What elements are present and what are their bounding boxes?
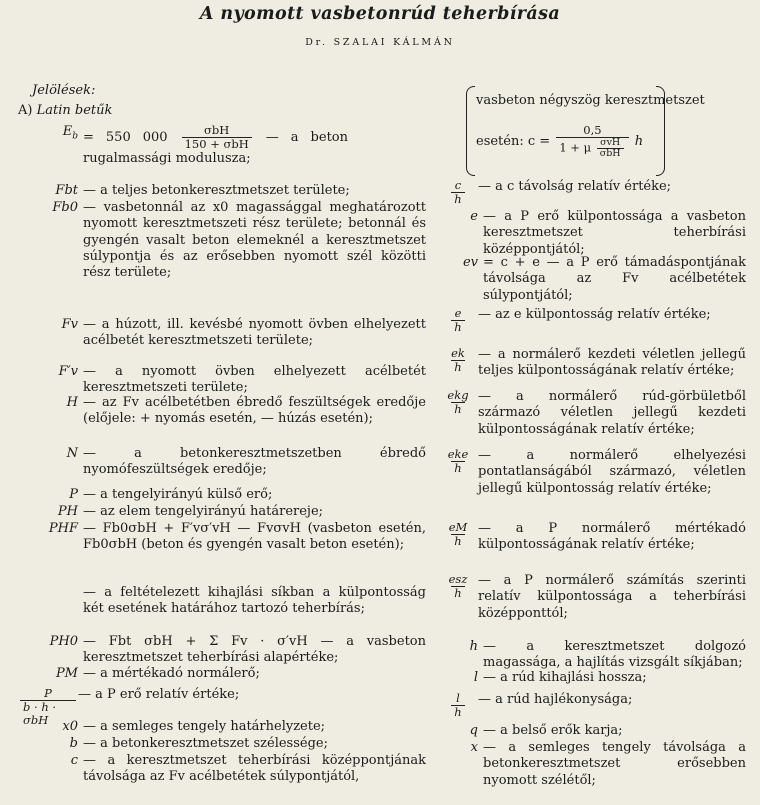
- paren-line-1: vasbeton négyszög keresztmetszet: [476, 93, 705, 108]
- entry-description: — a P normálerő mértékadó külpontosságának relatív értéke;: [478, 521, 746, 553]
- notation-entry: [18, 521, 426, 554]
- entry-description: — a normálerő elhelyezési pontatlanságából származó, véletlen jellegű külpontosság relatív értéke;: [478, 448, 746, 496]
- notation-entry: [438, 448, 746, 497]
- entry-symbol: e: [470, 209, 478, 224]
- c-fraction: 0,5 1 + μ $\frac{\text{σvH}}{\text{σbH}}$: [556, 124, 628, 159]
- notation-entry: [438, 347, 746, 380]
- eb-equation: = 550 000: [83, 130, 168, 145]
- notation-entry: [438, 692, 746, 719]
- entry-description: — a keresztmetszet dolgozó magassága, a hajlítás vizsgált síkjában;: [483, 639, 746, 671]
- notation-entry: [438, 209, 746, 258]
- entry-description: — Fbt σbH + Σ Fv · σ′vH — a vasbeton keresztmetszet teherbírási alapértéke;: [83, 634, 426, 666]
- notation-entry: [438, 639, 746, 672]
- notation-entry: [18, 183, 426, 199]
- entry-description: — a rúd hajlékonysága;: [478, 692, 633, 707]
- entry-description: — a rúd kihajlási hossza;: [483, 670, 647, 685]
- entry-description: — a tengelyirányú külső erő;: [83, 487, 273, 502]
- entry-symbol: N: [66, 446, 78, 461]
- article-author: Dr. SZALAI KÁLMÁN: [305, 37, 455, 48]
- entry-symbol: Fb0: [52, 200, 78, 215]
- entry-description: — a semleges tengely távolsága a betonkeresztmetszet erősebben nyomott szélétől;: [483, 740, 746, 788]
- entry-symbol: x: [470, 740, 478, 755]
- entry-symbol: h: [469, 639, 478, 654]
- latin-letters-heading: [18, 103, 112, 119]
- entry-fraction-symbol: $\frac{\text{eke}}{h}$: [447, 447, 469, 475]
- entry-description: — a P erő relatív értéke;: [78, 687, 240, 702]
- notation-entry: [438, 255, 746, 304]
- entry-fraction-symbol: $\frac{\text{ekg}}{h}$: [447, 388, 469, 416]
- notation-entry: [18, 200, 426, 281]
- entry-description: — a keresztmetszet teherbírási középpontjának távolsága az Fv acélbetétek súlypontjától,: [83, 753, 426, 785]
- notation-entry: [18, 634, 426, 667]
- sigma-ratio-fraction: $\frac{\text{σvH}}{\text{σbH}}$: [597, 138, 624, 159]
- entry-symbol: q: [469, 723, 478, 738]
- notation-entry: [18, 487, 426, 503]
- entry-fraction-symbol: $\frac{e}{h}$: [438, 307, 478, 334]
- notation-entry: [438, 307, 746, 334]
- notation-entry: [18, 736, 426, 752]
- notation-entry: [18, 585, 426, 618]
- entry-fraction-symbol: $\frac{eM}{h}$: [448, 520, 468, 548]
- notation-entry: [18, 317, 426, 350]
- entry-eb: [18, 124, 348, 167]
- section-title: Latin betűk: [36, 103, 113, 118]
- notation-entry: [438, 573, 746, 622]
- entry-description: — a feltételezett kihajlási síkban a külpontosság két esetének határához tartozó teherbírás;: [83, 585, 426, 617]
- notation-entry: [18, 395, 426, 428]
- notation-entry: [18, 719, 426, 735]
- entry-description: = 550 000 $\frac{\text{σbH}}{\text{150 + σbH}}$ — a beton rugalmassági modulusza;: [83, 123, 348, 166]
- entry-symbol: x0: [62, 719, 78, 734]
- entry-description: — vasbetonnál az x0 magassággal meghatározott nyomott keresztmetszeti rész területe; betonnál és gyengén vasalt beton elemeknél a keresztmetszet súlypontja és az erősebben nyomott szél közötti rész területe;: [83, 200, 426, 281]
- entry-description: — a semleges tengely határhelyzete;: [83, 719, 326, 734]
- entry-description: — a betonkeresztmetszetben ébredő nyomófeszültségek eredője;: [83, 446, 426, 478]
- entry-symbol: PM: [55, 666, 78, 681]
- notation-entry: [438, 723, 746, 739]
- entry-description: — a P normálerő számítás szerinti relatív külpontossága a teherbírási középponttól;: [478, 573, 746, 621]
- entry-description: — a c távolság relatív értéke;: [478, 179, 672, 194]
- entry-description: — a nyomott övben elhelyezett acélbetét keresztmetszeti területe;: [83, 364, 426, 396]
- entry-symbol: F′v: [58, 364, 78, 379]
- entry-description: — a normálerő kezdeti véletlen jellegű teljes külpontosságának relatív értéke;: [478, 347, 746, 379]
- entry-description: — az elem tengelyirányú határereje;: [83, 504, 324, 519]
- entry-symbol: l: [473, 670, 478, 685]
- entry-fraction-symbol: $\frac{l}{h}$: [438, 692, 478, 719]
- entry-fraction-symbol: $\frac{\text{esz}}{h}$: [448, 572, 468, 600]
- entry-description: = c + e — a P erő támadáspontjának távolsága az Fv acélbetétek súlypontjától;: [483, 255, 746, 303]
- entry-description: — a P erő külpontossága a vasbeton keresztmetszet teherbírási középpontjától;: [483, 209, 746, 257]
- notation-entry: [438, 521, 746, 554]
- entry-symbol: $E_b$: [62, 124, 78, 142]
- entry-fraction-symbol: $\frac{c}{h}$: [438, 179, 478, 206]
- eb-fraction: $\frac{\text{σbH}}{\text{150 + σbH}}$: [182, 124, 252, 151]
- entry-symbol: c: [70, 753, 78, 768]
- entry-symbol: PH: [57, 504, 78, 519]
- notation-entry: [438, 670, 746, 686]
- notation-entry: [18, 364, 426, 397]
- notation-entry: [18, 504, 426, 520]
- entry-description: — a húzott, ill. kevésbé nyomott övben elhelyezett acélbetét keresztmetszeti területe;: [83, 317, 426, 349]
- section-letter: A): [18, 103, 33, 118]
- notation-entry: [438, 179, 746, 206]
- entry-symbol: PHF: [48, 521, 78, 536]
- paren-line-2: esetén: c = 0,5 1 + μ $\frac{\text{σvH}}{\text{σbH}}$ h: [476, 123, 644, 159]
- left-parenthesis: [466, 86, 475, 176]
- entry-symbol: P: [69, 487, 78, 502]
- entry-description: — Fb0σbH + F′vσ′vH — FvσvH (vasbeton esetén, Fb0σbH (beton és gyengén vasalt beton esetén);: [83, 521, 426, 553]
- notation-entry: [18, 666, 426, 682]
- entry-symbol: b: [69, 736, 78, 751]
- entry-description: — a betonkeresztmetszet szélessége;: [83, 736, 328, 751]
- entry-description: — a mértékadó normálerő;: [83, 666, 260, 681]
- article-title: A nyomott vasbetonrúd teherbírása: [199, 4, 561, 24]
- entry-description: — a teljes betonkeresztmetszet területe;: [83, 183, 350, 198]
- entry-description: — az Fv acélbetétben ébredő feszültségek eredője (előjele: + nyomás esetén, — húzás esetén);: [83, 395, 426, 427]
- entry-description: — az e külpontosság relatív értéke;: [478, 307, 711, 322]
- entry-symbol: PH0: [49, 634, 78, 649]
- entry-symbol: H: [66, 395, 78, 410]
- notation-entry: [18, 446, 426, 479]
- entry-symbol: Fbt: [55, 183, 78, 198]
- notation-entry: [438, 740, 746, 789]
- notation-entry: [438, 389, 746, 438]
- notation-heading: Jelölések:: [32, 83, 96, 98]
- entry-symbol: ev: [462, 255, 478, 270]
- entry-symbol: Fv: [61, 317, 78, 332]
- entry-description: — a normálerő rúd-görbületből származó véletlen jellegű kezdeti külpontosságának relatív értéke;: [478, 389, 746, 437]
- entry-fraction-symbol: $\frac{P}{\text{b · h · σbH}}$: [18, 687, 78, 727]
- entry-fraction-symbol: $\frac{ek}{h}$: [451, 346, 465, 374]
- entry-description: — a belső erők karja;: [483, 723, 623, 738]
- notation-entry: [18, 753, 426, 786]
